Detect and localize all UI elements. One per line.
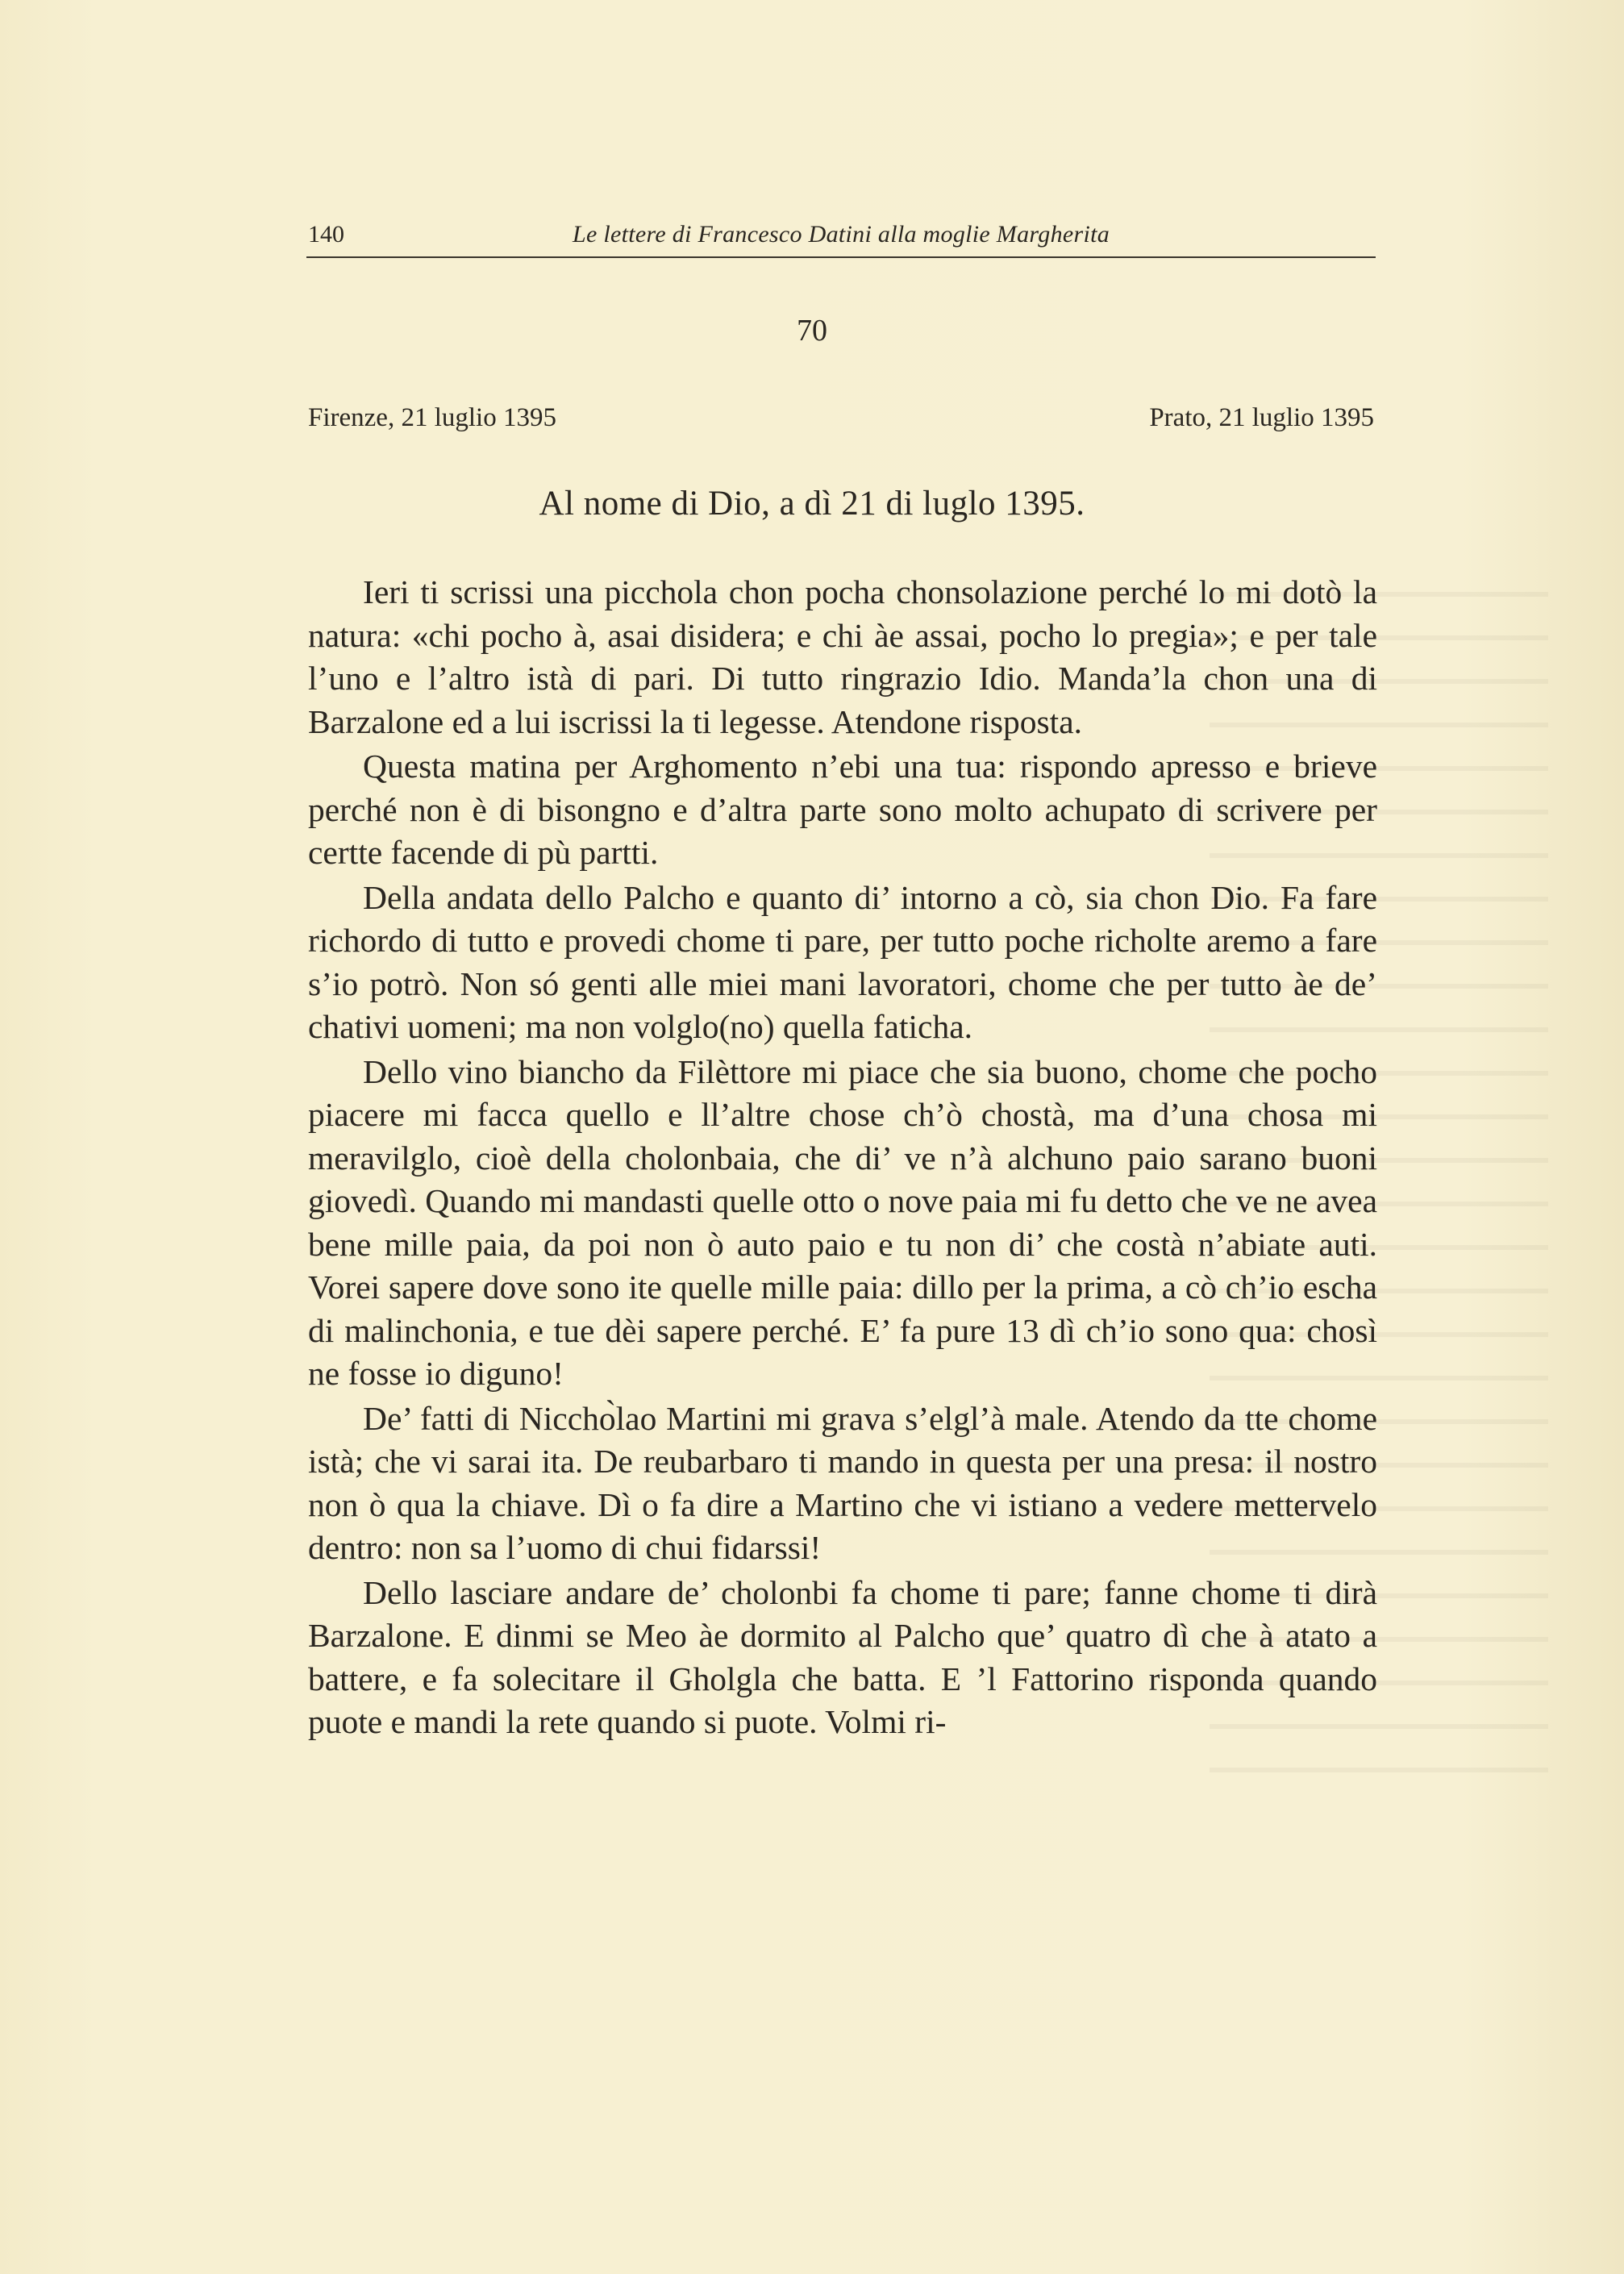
paragraph: Della andata dello Palcho e quanto di’ intorno a cò, sia chon Dio. Fa fare richordo di tutto e provedi chome ti pare, per tutto poche richolte aremo a fare s’io potrò. Non só genti alle miei mani lavoratori, chome che per tutto àe de’ chativi uomeni; ma non volglo(no) quella faticha. <box>308 878 1377 1045</box>
paragraph: Questa matina per Arghomento n’ebi una tua: rispondo apresso e brieve perché non è di bisongno e d’altra parte sono molto achupato di scrivere per certte facende di pù partti. <box>308 748 1377 871</box>
letter-number: 70 <box>797 314 827 348</box>
running-head: Le lettere di Francesco Datini alla moglie Margherita <box>572 221 1110 248</box>
paragraph: Ieri ti scrissi una picchola chon pocha chonsolazione perché lo mi dotò la natura: «chi pocho à, asai disidera; e chi àe assai, pocho lo pregia»; e per tale l’uno e l’altro istà di pari. Di tutto ringrazio Idio. Manda’la chon una di Barzalone ed a lui iscrissi la ti legesse. Atendone risposta. <box>308 573 1377 740</box>
letter-body <box>308 571 1377 1744</box>
page-number: 140 <box>308 221 344 248</box>
paragraph: Dello vino biancho da Filèttore mi piace che sia buono, chome che pocho piacere mi facca quello e ll’altre chose ch’ò chostà, ma d’una chosa mi meravilglo, cioè della cholonbaia, che di’ ve n’à alchuno paio sarano buoni giovedì. Quando mi mandasti quelle otto o nove paia mi fu detto che ve ne avea bene mille paia, da poi non ò auto paio e tu non di’ che costà n’abiate auti. Vorei sapere dove sono ite quelle mille paia: dillo per la prima, a cò ch’io escha di malinchonia, e tue dèi sapere perché. E’ fa pure 13 dì ch’io sono qua: chosì ne fosse io diguno! <box>308 1052 1377 1392</box>
to-place-date: Prato, 21 luglio 1395 <box>1149 403 1374 432</box>
page-header <box>306 216 1376 258</box>
paragraph: Dello lasciare andare de’ cholonbi fa chome ti pare; fanne chome ti dirà Barzalone. E dinmi se Meo àe dormito al Palcho que’ quatro dì che à atato a battere, e fa solecitare il Gholgla che batta. E ’l Fattorino risponda quando puote e mandi la rete quando si puote. Volmi ri- <box>308 1573 1377 1740</box>
from-place-date: Firenze, 21 luglio 1395 <box>308 403 556 432</box>
letter-salutation: Al nome di Dio, a dì 21 di luglo 1395. <box>539 485 1085 523</box>
paragraph: De’ fatti di Nicchо̀lao Martini mi grava s’elgl’à male. Atendo da tte chome istà; che vi sarai ita. De reubarbaro ti mando in questa per una presa: il nostro non ò qua la chiave. Dì o fa dire a Martino che vi istiano a vedere mettervelo dentro: non sa l’uomo di chui fidarssi! <box>308 1399 1377 1566</box>
